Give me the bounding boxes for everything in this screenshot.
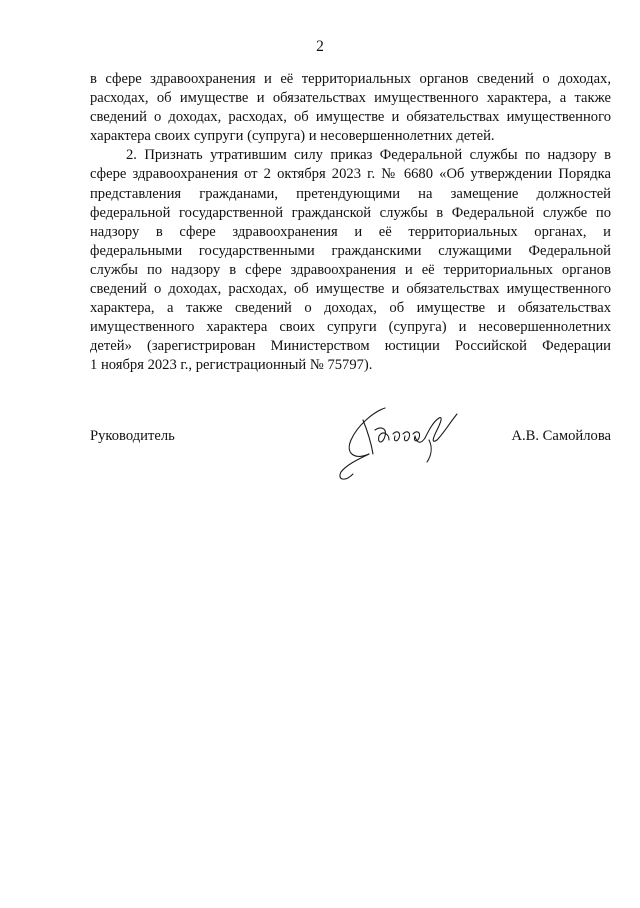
text-line: федеральными государственными гражданскими служащими Федеральной xyxy=(90,242,611,259)
text-line: службы по надзору в сфере здравоохранения и её территориальных органов xyxy=(90,261,611,278)
text-line: характера своих супруги (супруга) и несовершеннолетних детей. xyxy=(90,128,495,145)
text-line: расходах, об имуществе и обязательствах имущественного характера, а также xyxy=(90,90,611,107)
signatory-name: А.В. Самойлова xyxy=(511,428,611,444)
text-line: представления гражданами, претендующими на замещение должностей xyxy=(90,185,611,202)
page-number: 2 xyxy=(316,38,324,55)
text-line: в сфере здравоохранения и её территориальных органов сведений о доходах, xyxy=(90,71,611,87)
text-line: надзору в сфере здравоохранения и её территориальных органах, и xyxy=(90,223,611,240)
text-line: 2. Признать утратившим силу приказ Федеральной службы по надзору в xyxy=(126,147,611,164)
document-body xyxy=(90,70,611,376)
text-line: сфере здравоохранения от 2 октября 2023 г. № 6680 «Об утверждении Порядка xyxy=(90,166,611,183)
signatory-position: Руководитель xyxy=(90,428,175,444)
text-line: сведений о доходах, расходах, об имуществе и обязательствах имущественного xyxy=(90,281,611,298)
text-line: 1 ноября 2023 г., регистрационный № 75797). xyxy=(90,357,373,374)
text-line: сведений о доходах, расходах, об имуществе и обязательствах имущественного xyxy=(90,109,611,126)
text-line: имущественного характера своих супруги (супруга) и несовершеннолетних xyxy=(90,319,611,336)
handwritten-signature xyxy=(333,400,483,490)
text-line: федеральной государственной гражданской службы в Федеральной службе по xyxy=(90,204,611,221)
text-line: детей» (зарегистрирован Министерством юстиции Российской Федерации xyxy=(90,338,611,355)
signature-block xyxy=(90,428,611,508)
text-line: характера, а также сведений о доходах, об имуществе и обязательствах xyxy=(90,300,611,317)
